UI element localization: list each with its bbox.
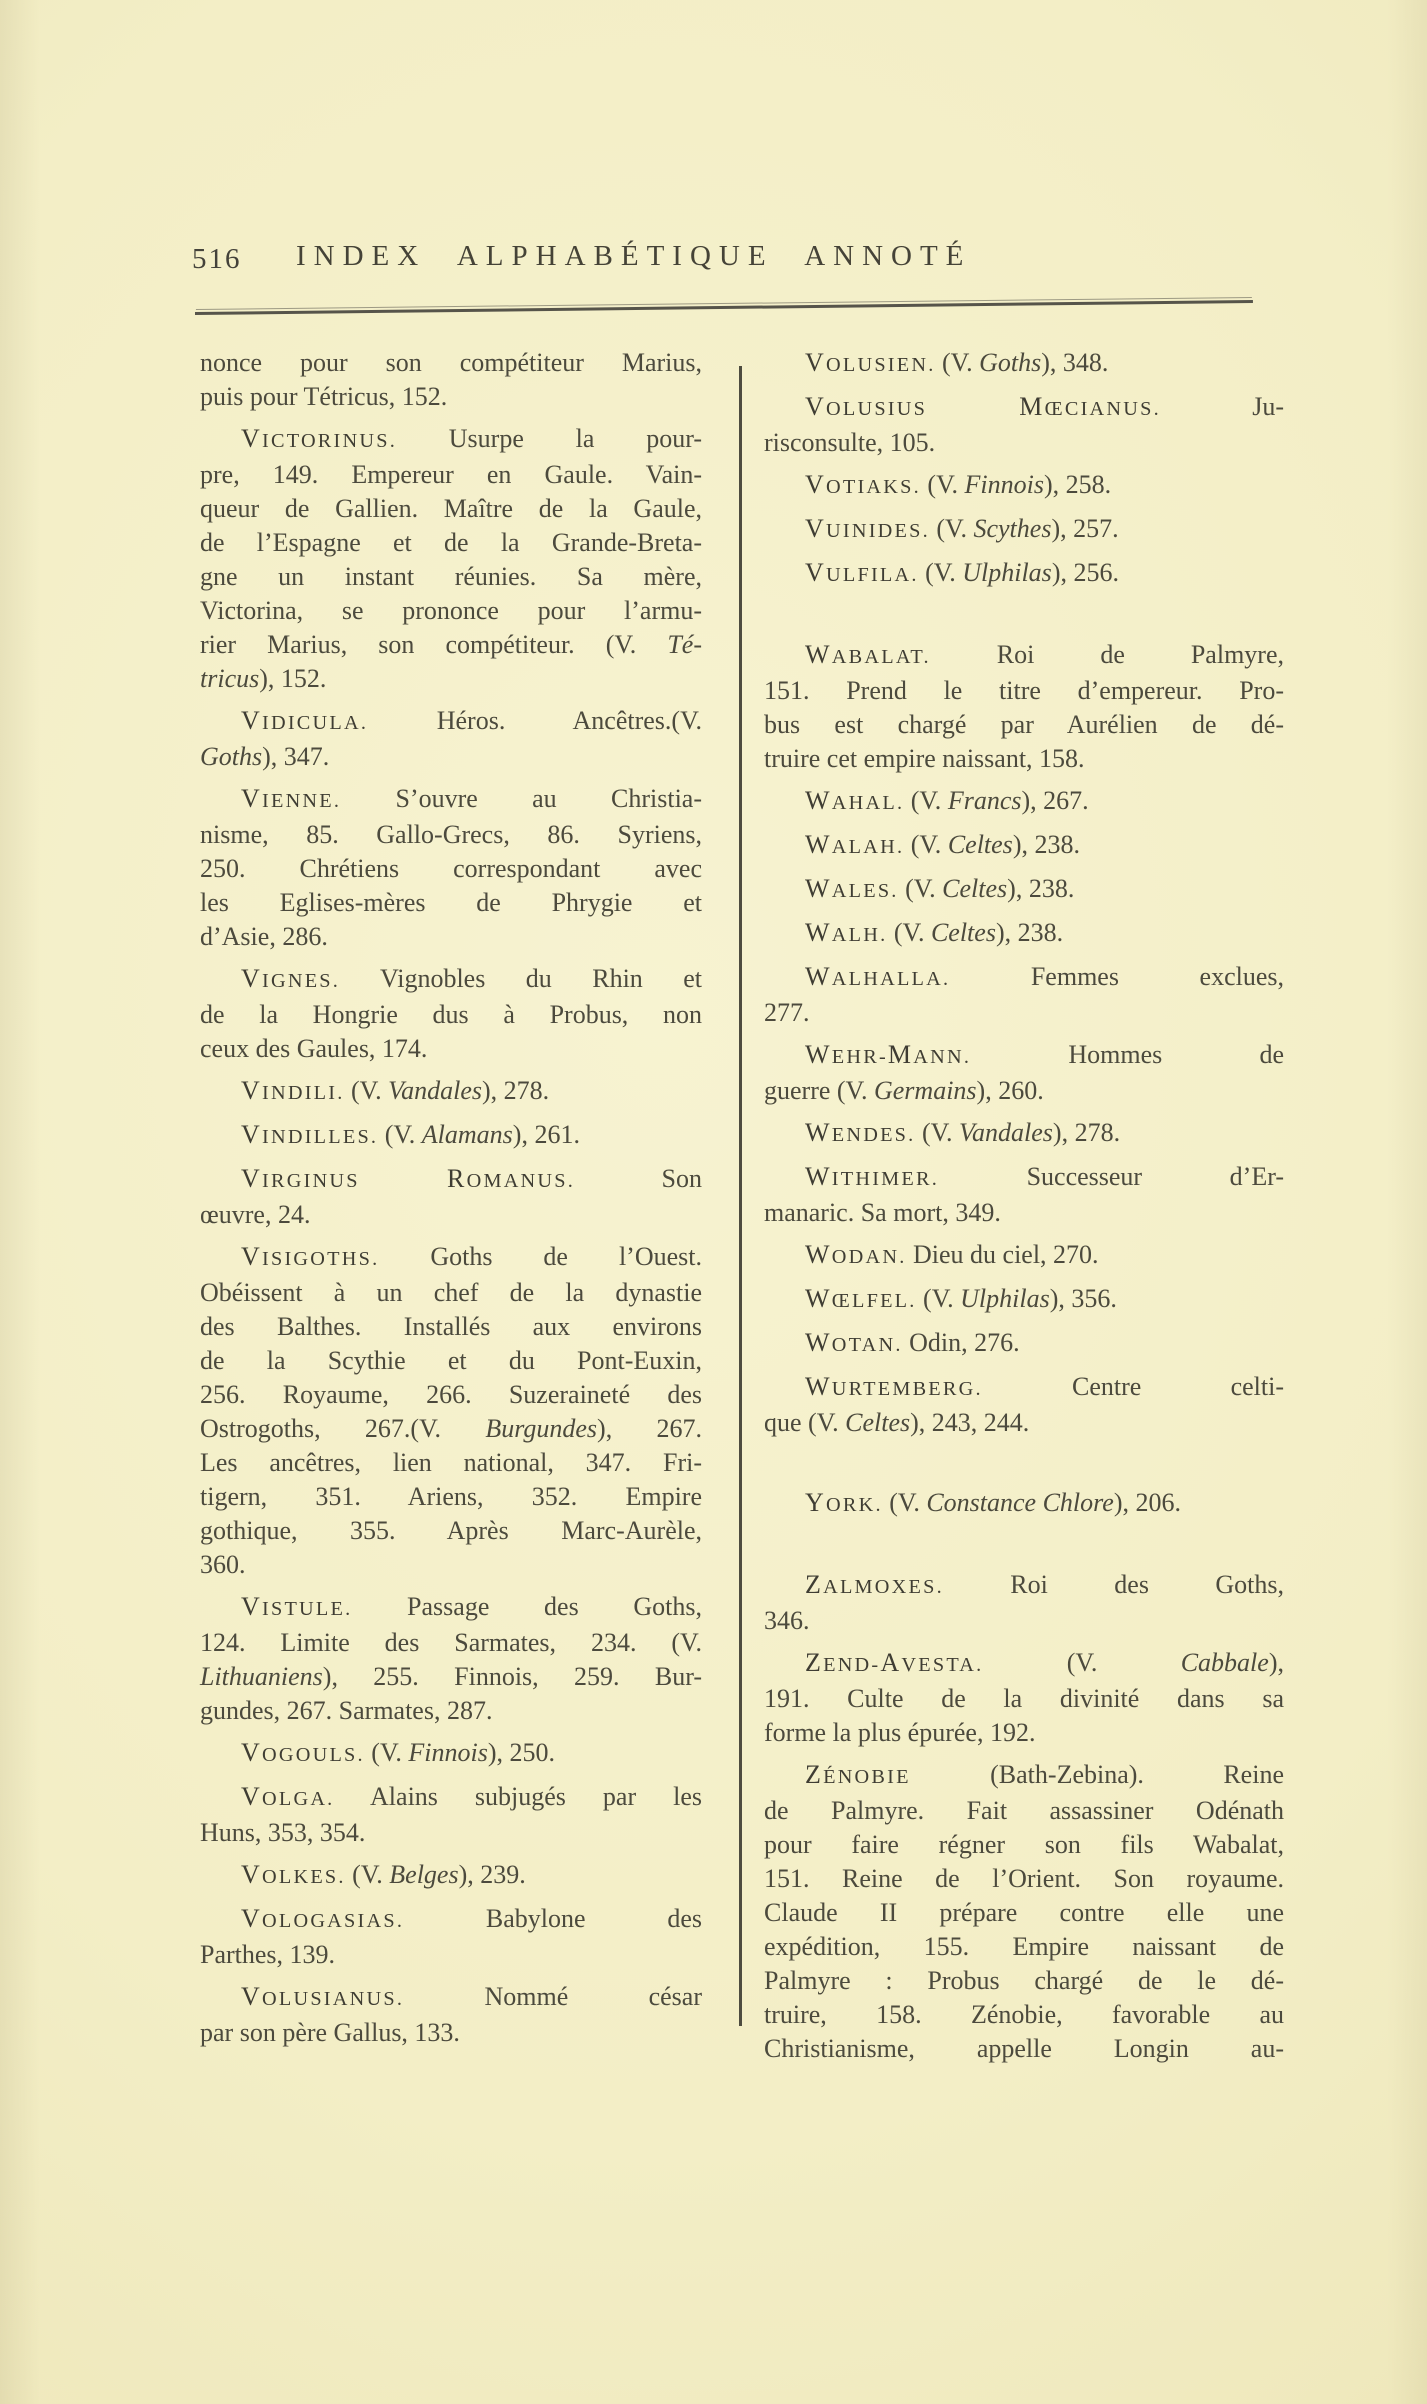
entry-line: VISTULE. Passage des Goths, [241, 1592, 702, 1621]
cross-reference: Ulphilas [962, 558, 1052, 587]
index-entry-zend-avesta [764, 1646, 1284, 1750]
index-entry-wehr-mann [764, 1038, 1284, 1108]
index-entry-walah [764, 828, 1284, 864]
entry-line: YORK. (V. Constance Chlore), 206. [805, 1488, 1182, 1517]
entry-line: 191. Culte de la divinité dans sa [764, 1684, 1284, 1713]
cross-reference: Té- [667, 630, 702, 659]
entry-headword: WEHR-MANN. [805, 1040, 972, 1069]
entry-line: ceux des Gaules, 174. [200, 1034, 428, 1063]
entry-headword: VIDICULA. [241, 706, 369, 735]
cross-reference: Burgundes [485, 1414, 598, 1443]
entry-headword: VULFILA. [805, 558, 919, 587]
entry-line: d’Asie, 286. [200, 922, 328, 951]
entry-line: VIDICULA. Héros. Ancêtres.(V. [241, 706, 702, 735]
entry-line: VINDILLES. (V. Alamans), 261. [241, 1120, 580, 1149]
entry-line: Obéissent à un chef de la dynastie [200, 1278, 702, 1307]
entry-line: nisme, 85. Gallo-Grecs, 86. Syriens, [200, 820, 702, 849]
entry-line: par son père Gallus, 133. [200, 2018, 460, 2047]
entry-line: des Balthes. Installés aux environs [200, 1312, 702, 1341]
entry-line: VOLOGASIAS. Babylone des [241, 1904, 702, 1933]
entry-line: VOLUSIANUS. Nommé césar [241, 1982, 702, 2011]
entry-line: VISIGOTHS. Goths de l’Ouest. [241, 1242, 702, 1271]
index-entry-york [764, 1486, 1284, 1522]
entry-line: WABALAT. Roi de Palmyre, [805, 640, 1284, 669]
entry-headword: VIGNES. [241, 964, 341, 993]
entry-line: queur de Gallien. Maître de la Gaule, [200, 494, 702, 523]
entry-line: tricus), 152. [200, 664, 327, 693]
index-entry-wabalat [764, 638, 1284, 776]
index-entry-visigoths [200, 1240, 702, 1582]
entry-line: ZEND-AVESTA. (V. Cabbale), [805, 1648, 1284, 1677]
index-entry-volga [200, 1780, 702, 1850]
entry-line: WOTAN. Odin, 276. [805, 1328, 1020, 1357]
index-entry-victorinus [200, 422, 702, 696]
entry-line: WEHR-MANN. Hommes de [805, 1040, 1284, 1069]
entry-line: VIENNE. S’ouvre au Christia- [241, 784, 702, 813]
index-entry-wœlfel [764, 1282, 1284, 1318]
entry-line: pour faire régner son fils Wabalat, [764, 1830, 1284, 1859]
index-entry-volusius-mœcianus [764, 390, 1284, 460]
entry-headword: WALH. [805, 918, 888, 947]
entry-line: VOLUSIEN. (V. Goths), 348. [805, 348, 1109, 377]
entry-line: WURTEMBERG. Centre celti- [805, 1372, 1284, 1401]
entry-line: gundes, 267. Sarmates, 287. [200, 1696, 493, 1725]
cross-reference: Celtes [845, 1408, 911, 1437]
entry-headword: WAHAL. [805, 786, 905, 815]
entry-headword: VOLOGASIAS. [241, 1904, 405, 1933]
entry-headword: WODAN. [805, 1240, 907, 1269]
index-entry-vindilles [200, 1118, 702, 1154]
cross-reference: Lithuaniens [200, 1662, 323, 1691]
entry-headword: VOLUSIEN. [805, 348, 936, 377]
index-entry-wahal [764, 784, 1284, 820]
entry-line: 277. [764, 998, 810, 1027]
entry-headword: WALAH. [805, 830, 905, 859]
entry-headword: VOLUSIUS MŒCIANUS. [805, 392, 1161, 421]
index-entry-vulfila [764, 556, 1284, 592]
entry-headword: VINDILI. [241, 1076, 345, 1105]
cross-reference: Vandales [959, 1118, 1053, 1147]
index-entry-vienne [200, 782, 702, 954]
entry-headword: VIENNE. [241, 784, 342, 813]
entry-line: WITHIMER. Successeur d’Er- [805, 1162, 1284, 1191]
entry-line: de la Hongrie dus à Probus, non [200, 1000, 702, 1029]
entry-line: WALES. (V. Celtes), 238. [805, 874, 1075, 903]
cross-reference: Belges [389, 1860, 459, 1889]
entry-line: truire, 158. Zénobie, favorable au [764, 2000, 1284, 2029]
entry-line: ZÉNOBIE (Bath-Zebina). Reine [805, 1760, 1284, 1789]
entry-headword: WITHIMER. [805, 1162, 939, 1191]
entry-headword: WURTEMBERG. [805, 1372, 983, 1401]
entry-line: ZALMOXES. Roi des Goths, [805, 1570, 1284, 1599]
entry-line: 151. Prend le titre d’empereur. Pro- [764, 676, 1284, 705]
entry-line: truire cet empire naissant, 158. [764, 744, 1085, 773]
entry-line: 360. [200, 1550, 246, 1579]
entry-line: Palmyre : Probus chargé de le dé- [764, 1966, 1284, 1995]
entry-headword: VOGOULS. [241, 1738, 365, 1767]
entry-line: VINDILI. (V. Vandales), 278. [241, 1076, 550, 1105]
index-entry-volkes [200, 1858, 702, 1894]
entry-line: VOLKES. (V. Belges), 239. [241, 1860, 526, 1889]
cross-reference: Scythes [973, 514, 1052, 543]
cross-reference: Finnois [408, 1738, 488, 1767]
entry-headword: ZEND-AVESTA. [805, 1648, 984, 1677]
entry-line: rier Marius, son compétiteur. (V. Té- [200, 630, 702, 659]
page-number: 516 [192, 243, 242, 275]
entry-line: VIGNES. Vignobles du Rhin et [241, 964, 702, 993]
entry-line: que (V. Celtes), 243, 244. [764, 1408, 1030, 1437]
entry-headword: ZÉNOBIE [805, 1760, 911, 1789]
index-entry-vologasias [200, 1902, 702, 1972]
entry-line: Les ancêtres, lien national, 347. Fri- [200, 1448, 702, 1477]
index-entry-withimer [764, 1160, 1284, 1230]
cross-reference: Germains [873, 1076, 977, 1105]
entry-headword: YORK. [805, 1488, 883, 1517]
entry-line: WALH. (V. Celtes), 238. [805, 918, 1064, 947]
entry-line: VUINIDES. (V. Scythes), 257. [805, 514, 1119, 543]
entry-line: Victorina, se prononce pour l’armu- [200, 596, 702, 625]
entry-line: Ostrogoths, 267.(V. Burgundes), 267. [200, 1414, 702, 1443]
index-entry-zalmoxes [764, 1568, 1284, 1638]
entry-line: expédition, 155. Empire naissant de [764, 1932, 1284, 1961]
index-entry-wurtemberg [764, 1370, 1284, 1440]
entry-headword: VIRGINUS ROMANUS. [241, 1164, 576, 1193]
cross-reference: tricus [200, 664, 260, 693]
entry-line: de Palmyre. Fait assassiner Odénath [764, 1796, 1284, 1825]
index-entry-vindili [200, 1074, 702, 1110]
index-entry-wodan [764, 1238, 1284, 1274]
entry-line: Claude II prépare contre elle une [764, 1898, 1284, 1927]
entry-line: 124. Limite des Sarmates, 234. (V. [200, 1628, 702, 1657]
left-column [200, 346, 702, 2050]
index-entry-walhalla [764, 960, 1284, 1030]
entry-line: bus est chargé par Aurélien de dé- [764, 710, 1284, 739]
entry-headword: WALHALLA. [805, 962, 951, 991]
entry-headword: WALES. [805, 874, 899, 903]
cross-reference: Ulphilas [960, 1284, 1050, 1313]
index-entry-vogouls [200, 1736, 702, 1772]
entry-line: WENDES. (V. Vandales), 278. [805, 1118, 1121, 1147]
entry-headword: VUINIDES. [805, 514, 930, 543]
entry-line: VIRGINUS ROMANUS. Son [241, 1164, 702, 1193]
index-entry-continuation [200, 346, 702, 414]
entry-line: œuvre, 24. [200, 1200, 311, 1229]
index-entry-wales [764, 872, 1284, 908]
entry-line: WODAN. Dieu du ciel, 270. [805, 1240, 1099, 1269]
cross-reference: Celtes [947, 830, 1013, 859]
entry-line: WALAH. (V. Celtes), 238. [805, 830, 1080, 859]
cross-reference: Cabbale [1180, 1648, 1269, 1677]
entry-headword: VICTORINUS. [241, 424, 397, 453]
entry-line: pre, 149. Empereur en Gaule. Vain- [200, 460, 702, 489]
index-entry-vignes [200, 962, 702, 1066]
entry-line: VULFILA. (V. Ulphilas), 256. [805, 558, 1119, 587]
entry-line: manaric. Sa mort, 349. [764, 1198, 1001, 1227]
index-entry-zénobie [764, 1758, 1284, 2066]
cross-reference: Vandales [388, 1076, 482, 1105]
entry-headword: VISTULE. [241, 1592, 353, 1621]
entry-line: WAHAL. (V. Francs), 267. [805, 786, 1089, 815]
entry-line: 250. Chrétiens correspondant avec [200, 854, 702, 883]
entry-line: guerre (V. Germains), 260. [764, 1076, 1044, 1105]
entry-line: VOLGA. Alains subjugés par les [241, 1782, 702, 1811]
entry-line: de la Scythie et du Pont-Euxin, [200, 1346, 702, 1375]
index-entry-virginus-romanus [200, 1162, 702, 1232]
index-entry-volusien [764, 346, 1284, 382]
entry-line: Parthes, 139. [200, 1940, 336, 1969]
cross-reference: Constance Chlore [926, 1488, 1114, 1517]
index-entry-wotan [764, 1326, 1284, 1362]
right-column [764, 346, 1284, 2066]
column-divider [739, 366, 742, 2026]
entry-headword: VOLUSIANUS. [241, 1982, 405, 2011]
index-entry-vistule [200, 1590, 702, 1728]
entry-line: Lithuaniens), 255. Finnois, 259. Bur- [200, 1662, 702, 1691]
entry-line: les Eglises-mères de Phrygie et [200, 888, 702, 917]
entry-headword: WŒLFEL. [805, 1284, 917, 1313]
entry-line: VOLUSIUS MŒCIANUS. Ju- [805, 392, 1285, 421]
cross-reference: Goths [979, 348, 1042, 377]
index-entry-wendes [764, 1116, 1284, 1152]
entry-headword: VINDILLES. [241, 1120, 379, 1149]
entry-headword: WABALAT. [805, 640, 931, 669]
index-entry-votiaks [764, 468, 1284, 504]
page-title: INDEX ALPHABÉTIQUE ANNOTÉ [296, 240, 972, 272]
entry-line: nonce pour son compétiteur Marius, [200, 348, 702, 377]
entry-line: tigern, 351. Ariens, 352. Empire [200, 1482, 702, 1511]
entry-line: puis pour Tétricus, 152. [200, 382, 448, 411]
entry-line: 256. Royaume, 266. Suzeraineté des [200, 1380, 702, 1409]
entry-line: gne un instant réunies. Sa mère, [200, 562, 702, 591]
index-entry-volusianus [200, 1980, 702, 2050]
entry-line: Goths), 347. [200, 742, 330, 771]
cross-reference: Alamans [421, 1120, 513, 1149]
entry-line: WALHALLA. Femmes exclues, [805, 962, 1284, 991]
entry-headword: VOTIAKS. [805, 470, 921, 499]
entry-line: Huns, 353, 354. [200, 1818, 366, 1847]
entry-headword: WENDES. [805, 1118, 916, 1147]
entry-headword: ZALMOXES. [805, 1570, 944, 1599]
cross-reference: Celtes [930, 918, 996, 947]
entry-line: 151. Reine de l’Orient. Son royaume. [764, 1864, 1284, 1893]
entry-line: VICTORINUS. Usurpe la pour- [241, 424, 702, 453]
entry-line: forme la plus épurée, 192. [764, 1718, 1036, 1747]
cross-reference: Celtes [942, 874, 1008, 903]
entry-line: de l’Espagne et de la Grande-Breta- [200, 528, 702, 557]
entry-headword: VOLGA. [241, 1782, 335, 1811]
index-entry-walh [764, 916, 1284, 952]
cross-reference: Goths [200, 742, 263, 771]
entry-headword: WOTAN. [805, 1328, 903, 1357]
entry-line: VOGOULS. (V. Finnois), 250. [241, 1738, 556, 1767]
header-rule [195, 300, 1253, 315]
index-entry-vidicula [200, 704, 702, 774]
cross-reference: Francs [947, 786, 1022, 815]
entry-line: WŒLFEL. (V. Ulphilas), 356. [805, 1284, 1117, 1313]
entry-headword: VISIGOTHS. [241, 1242, 380, 1271]
cross-reference: Finnois [964, 470, 1044, 499]
entry-line: Christianisme, appelle Longin au- [764, 2034, 1284, 2063]
index-entry-vuinides [764, 512, 1284, 548]
entry-line: VOTIAKS. (V. Finnois), 258. [805, 470, 1112, 499]
entry-line: 346. [764, 1606, 810, 1635]
entry-headword: VOLKES. [241, 1860, 346, 1889]
entry-line: gothique, 355. Après Marc-Aurèle, [200, 1516, 702, 1545]
entry-line: risconsulte, 105. [764, 428, 936, 457]
